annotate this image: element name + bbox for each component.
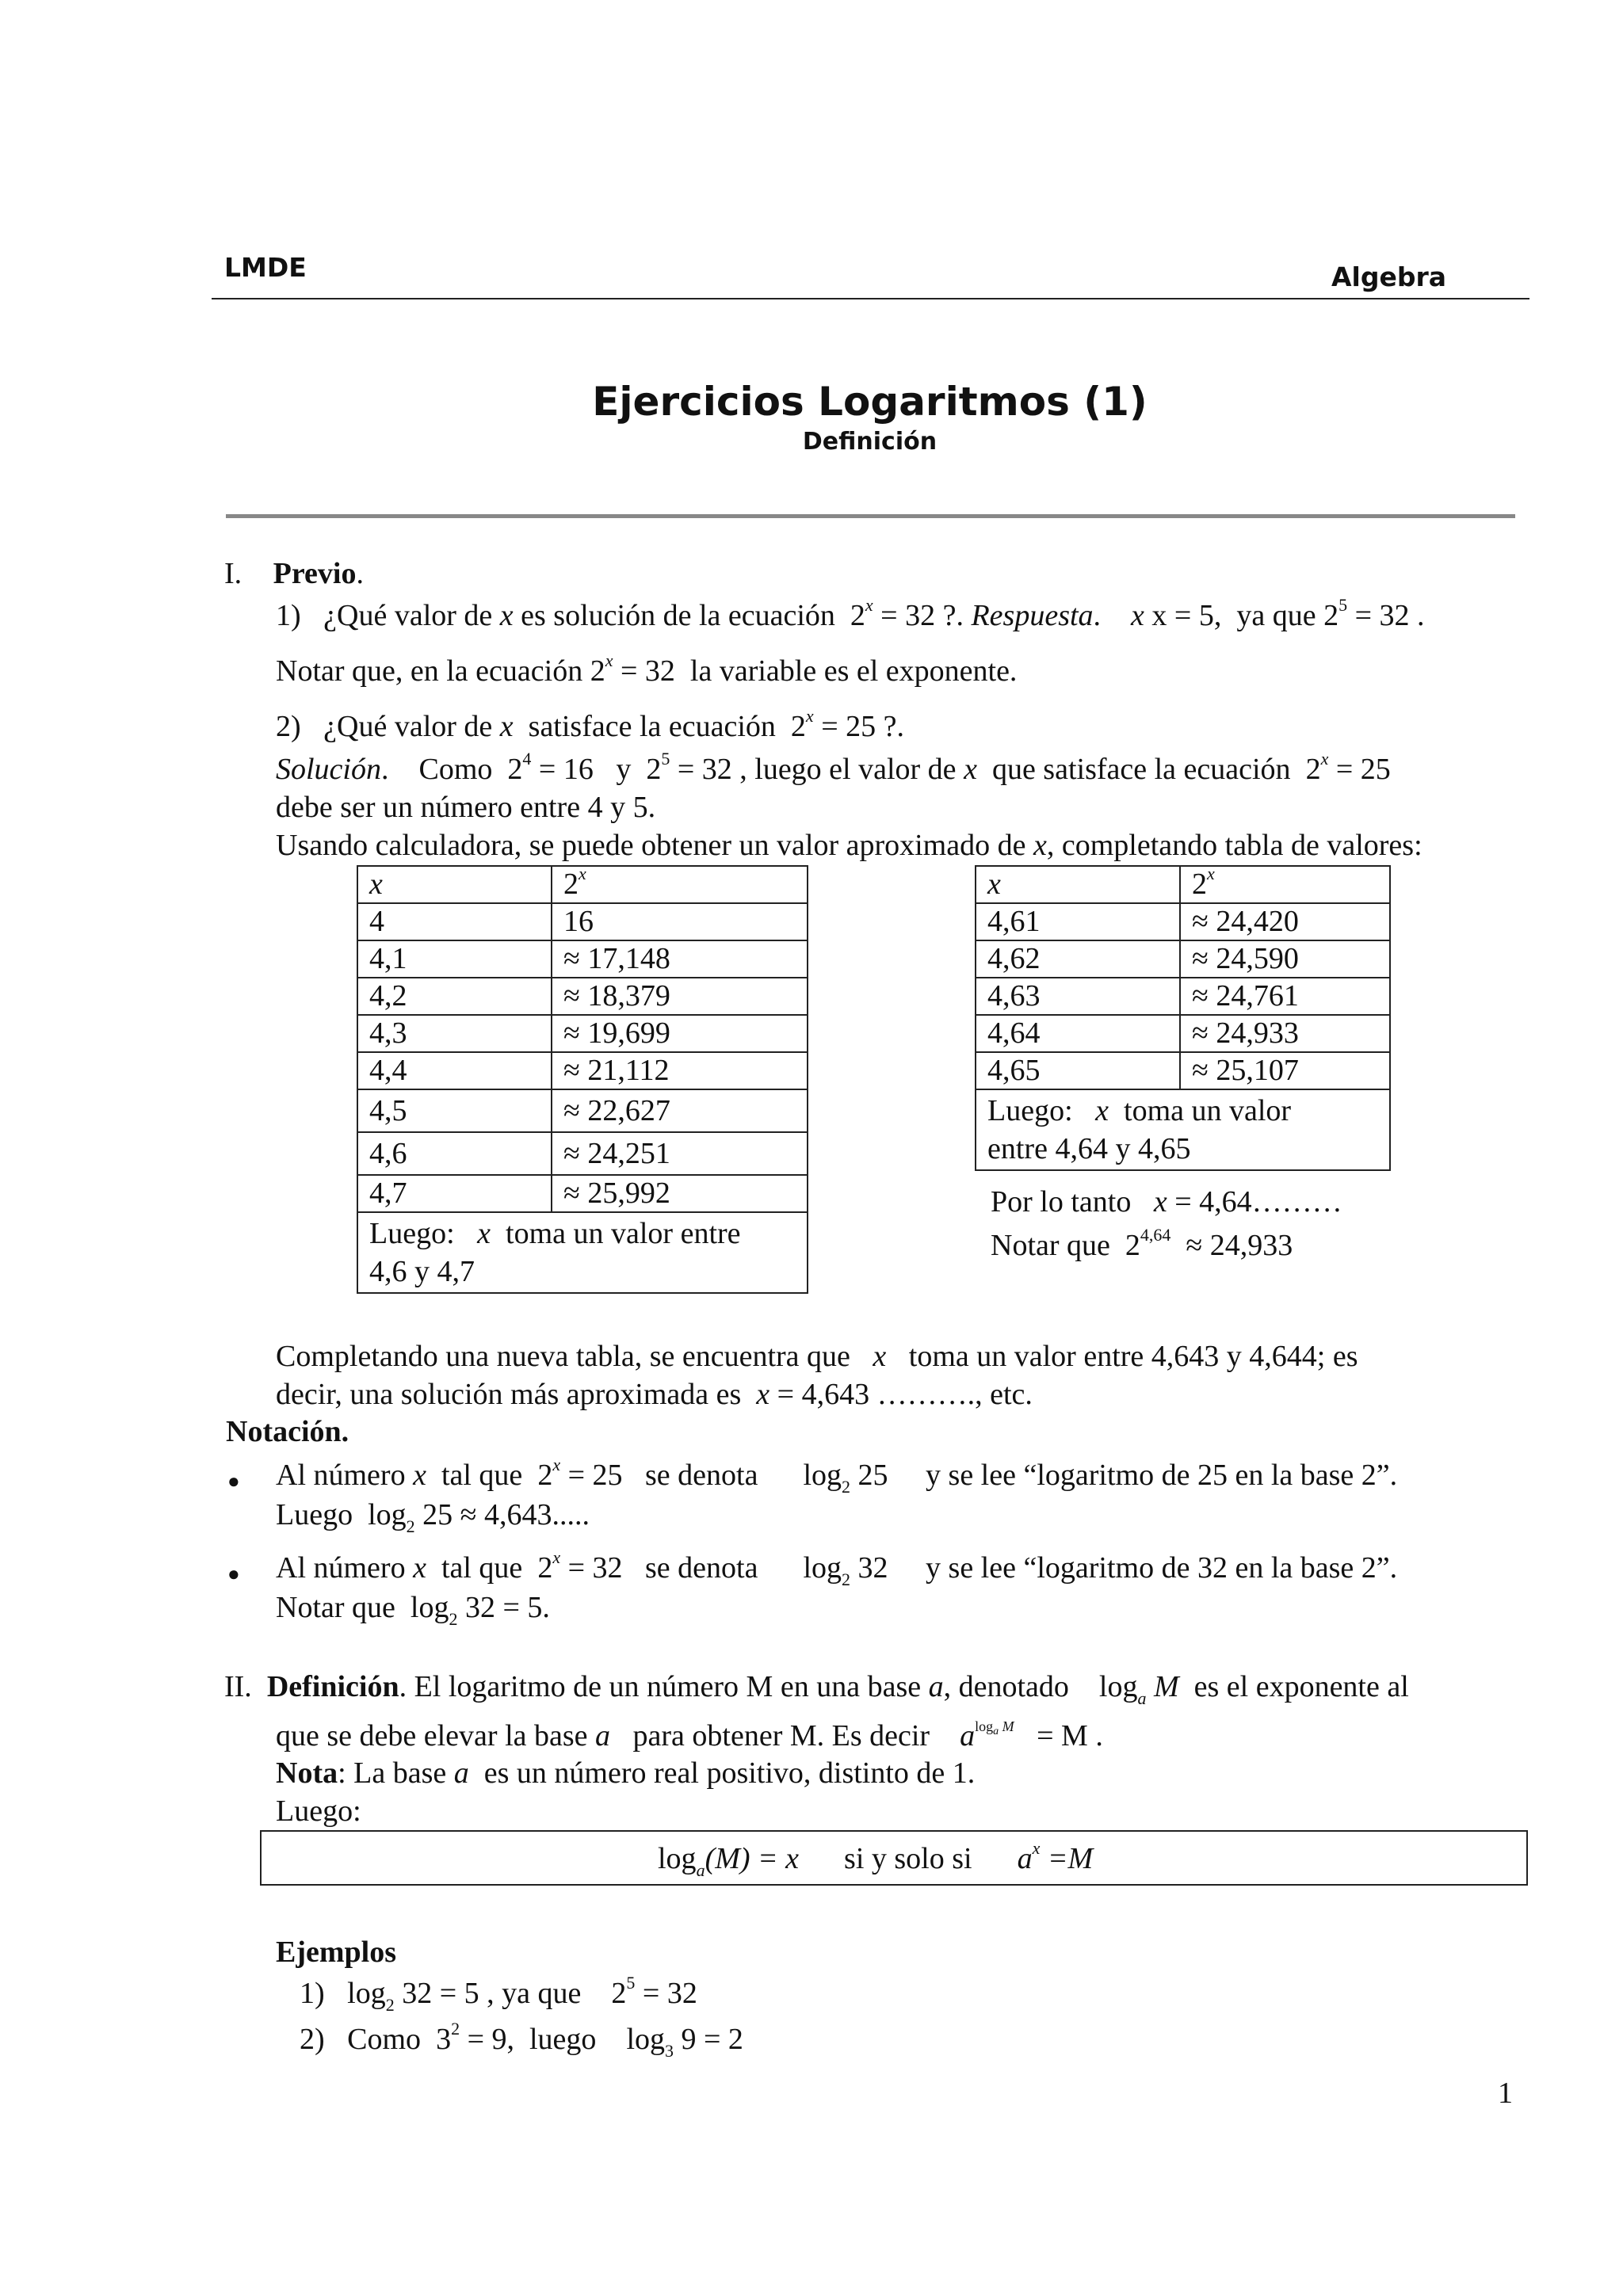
bullet-dot: ●	[227, 1562, 240, 1585]
table-row: 4,5 ≈ 22,627	[357, 1089, 808, 1132]
table-row: 4,2 ≈ 18,379	[357, 978, 808, 1015]
title-rule	[226, 514, 1515, 518]
col-x-header: x	[976, 866, 1180, 903]
col-2x-header: 2$^x$	[552, 866, 808, 903]
bullet-2	[227, 1552, 240, 1593]
roman-i: I.	[224, 557, 242, 590]
values-table-2	[975, 865, 1391, 1171]
ejemplos-heading: Ejemplos	[276, 1936, 396, 1969]
notacion-item-2b: Notar que $\log_2 32 = 5$.	[276, 1591, 550, 1629]
por-lo-tanto: Por lo tanto x = 4,64………	[991, 1185, 1342, 1219]
table-row: 4,3 ≈ 19,699	[357, 1015, 808, 1052]
table-row: 4,61 ≈ 24,420	[976, 903, 1390, 940]
table-row: 4,63 ≈ 24,761	[976, 978, 1390, 1015]
section2-line-1: II. Definición. El logaritmo de un número M en una base a, denotado $\log_a M$ es el exponente al	[224, 1670, 1409, 1708]
ejemplo-2: 2) Como $3^2 = 9$, luego $\log_3 9 = 2$	[300, 2019, 743, 2061]
bullet-1	[227, 1459, 240, 1501]
table-row: 4 16	[357, 903, 808, 940]
page-number: 1	[1498, 2077, 1513, 2110]
notacion-heading: Notación.	[226, 1415, 349, 1448]
calc-line: Usando calculadora, se puede obtener un valor aproximado de x, completando tabla de valores:	[276, 829, 1423, 862]
solution-line-2: debe ser un número entre 4 y 5.	[276, 791, 656, 824]
table-header-row	[357, 866, 808, 903]
table-note-row: Luego: x toma un valor entre 4,6 y 4,7	[357, 1212, 808, 1293]
note-1: Notar que, en la ecuación 2$^x$ = 32 la variable es el exponente.	[276, 650, 1018, 688]
table-row: 4,65 ≈ 25,107	[976, 1052, 1390, 1089]
col-2x-header: 2$^x$	[1180, 866, 1390, 903]
table-header-row	[976, 866, 1390, 903]
header-rule	[212, 298, 1529, 299]
table-row: 4,64 ≈ 24,933	[976, 1015, 1390, 1052]
bullet-dot: ●	[227, 1470, 240, 1493]
section2-line-2: que se debe elevar la base a para obtener M. Es decir $a^{log_a M}$ = M .	[276, 1718, 1103, 1753]
header-right: Algebra	[1331, 261, 1447, 292]
completando-line-2: decir, una solución más aproximada es x = 4,643 ………., etc.	[276, 1378, 1033, 1411]
table-note-row: Luego: x toma un valor entre 4,64 y 4,65	[976, 1089, 1390, 1170]
col-x-header: x	[357, 866, 552, 903]
table-row: 4,62 ≈ 24,590	[976, 940, 1390, 978]
table-row: 4,4 ≈ 21,112	[357, 1052, 808, 1089]
nota-line: Nota: La base a es un número real positivo, distinto de 1.	[276, 1756, 976, 1790]
ejemplo-1: 1) $\log_2 32 = 5$ , ya que $2^5 = 32$	[300, 1973, 697, 2015]
definition-box	[260, 1830, 1528, 1886]
question-1: 1) ¿Qué valor de x es solución de la ecuación 2$^x$ = 32 ?. Respuesta. x x = 5, ya que $2^5 = 32$ .	[276, 595, 1425, 632]
table-row: 4,1 ≈ 17,148	[357, 940, 808, 978]
page-title: Ejercicios Logaritmos (1)	[592, 379, 1148, 425]
table-row: 4,7 ≈ 25,992	[357, 1175, 808, 1212]
question-2: 2) ¿Qué valor de x satisface la ecuación 2$^x$ = 25 ?.	[276, 706, 904, 743]
notacion-item-2: Al número x tal que 2$^x$ = 32 se denota $\log_2 32$ y se lee “logaritmo de 32 en la base 2”.	[276, 1547, 1398, 1589]
definicion-heading: Definición	[266, 1670, 399, 1703]
section1-heading: I. Previo.	[224, 557, 364, 590]
luego-line: Luego:	[276, 1794, 361, 1828]
table-row: 4,6 ≈ 24,251	[357, 1132, 808, 1175]
page-subtitle: Definición	[802, 428, 938, 456]
header-left: LMDE	[224, 252, 307, 283]
solution-line: Solución. Como $2^4 = 16$ y $2^5 = 32$ , luego el valor de x que satisface la ecuación 2$^x$ = 25	[276, 749, 1391, 786]
definition-formula: $\log_a(M) = x$ si y solo si $a^x =M$	[658, 1838, 1094, 1880]
notacion-item-1b: Luego $\log_2 25 \approx 4,643$.....	[276, 1498, 590, 1536]
notar-que: Notar que 2$^{4,64}$ ≈ 24,933	[991, 1225, 1293, 1262]
notacion-item-1: Al número x tal que 2$^x$ = 25 se denota $\log_2 25$ y se lee “logaritmo de 25 en la base 2”.	[276, 1455, 1398, 1497]
previo-heading: Previo	[273, 557, 357, 590]
values-table-1	[357, 865, 808, 1294]
completando-line: Completando una nueva tabla, se encuentra que x toma un valor entre 4,643 y 4,644; es	[276, 1340, 1358, 1373]
